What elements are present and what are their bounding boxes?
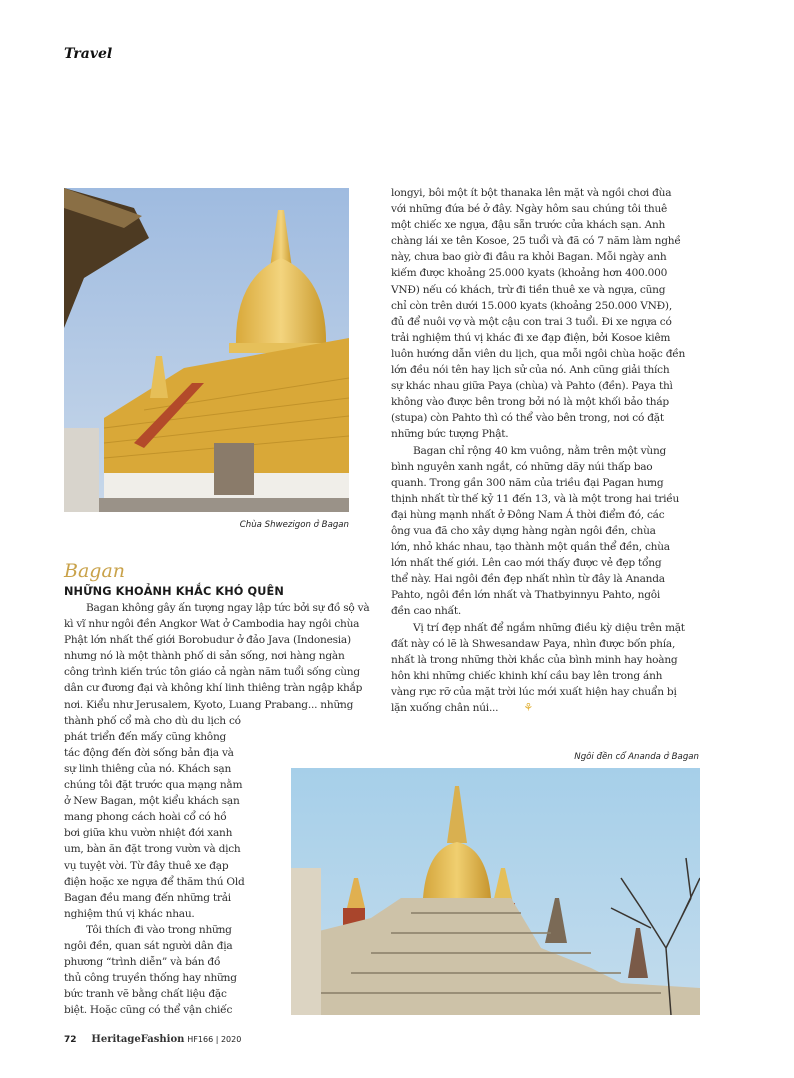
bottom-photo-caption: Ngôi đền cổ Ananda ở Bagan (574, 752, 699, 762)
paragraph: Tôi thích đi vào trong những ngôi đền, quan sát người dân địa phương “trình diễn” và bán đồ thủ công truyền thống hay những bức tranh vẽ bằng chất liệu đặc biệt. Hoặc cũng có thể vận chiếc (64, 923, 237, 1017)
article-title: Bagan (64, 560, 126, 582)
paragraph: Vị trí đẹp nhất để ngắm những điều kỳ diệu trên mặt đất này có lẽ là Shwesandaw Paya, nhìn được bốn phía, nhất là trong những thời khắc của bình minh hay hoàng hôn khi những chiếc khinh khí cầu bay lên trong ánh vàng rực rỡ của mặt trời lúc mới xuất hiện hay chuẩn bị lặn xuống chân núi... ⚘ (391, 620, 711, 717)
temple-image (291, 768, 700, 1015)
issue-info: HF166 | 2020 (187, 1035, 242, 1044)
top-photo-caption: Chùa Shwezigon ở Bagan (239, 520, 349, 530)
paragraph: Bagan không gây ấn tượng ngay lập tức bởi sự đồ sộ và kì vĩ như ngôi đền Angkor Wat ở Cambodia hay ngôi chùa Phật lớn nhất thế giới Borobudur ở đảo Java (Indonesia) nhưng nó là một thành phố di sản sống, nơi hàng ngàn công trình kiến trúc tôn giáo cả ngàn năm tuổi sống cùng dân cư đương đại và không khí linh thiêng tràn ngập khắp nơi. Kiểu như Jerusalem, Kyoto, Luang Prabang... những thành phố cổ mà cho dù du lịch có phát triển đến mấy cũng không tác động đến đời sống bản địa và sự linh thiêng của nó. Khách sạn chúng tôi đặt trước qua mạng nằm ở New Bagan, một kiểu khách sạn mang phong cách hoài cổ có hồ bơi giữa khu vườn nhiệt đới xanh um, bàn ăn đặt trong vườn và dịch vụ tuyệt vời. Từ đây thuê xe đạp điện hoặc xe ngựa để thăm thú Old Bagan đều mang đến những trải nghiệm thú vị khác nhau. (64, 602, 370, 920)
page-number: 72 (64, 1035, 77, 1045)
right-column (391, 185, 711, 716)
golden-stupa-photo (64, 188, 349, 512)
stupa-image (64, 188, 349, 512)
magazine-brand: HeritageFashion (91, 1034, 185, 1045)
lotus-icon: ⚘ (523, 701, 534, 714)
paragraph: Bagan chỉ rộng 40 km vuông, nằm trên một vùng bình nguyên xanh ngắt, có những dãy núi thấp bao quanh. Trong gần 300 năm của triều đại Pagan hưng thịnh nhất từ thế kỷ 11 đến 13, và là một trong hai triều đại hùng mạnh nhất ở Đông Nam Á thời điểm đó, các ông vua đã cho xây dựng hàng ngàn ngôi đền, chùa lớn, nhỏ khác nhau, tạo thành một quần thể đền, chùa lớn nhất thế giới. Lên cao mới thấy được vẻ đẹp tổng thể này. Hai ngôi đền đẹp nhất nhìn từ đây là Ananda Pahto, ngôi đền lớn nhất và Thatbyinnyu Pahto, ngôi đền cao nhất. (391, 444, 680, 618)
section-label: Travel (64, 46, 113, 62)
article-subtitle: NHỮNG KHOẢNH KHẮC KHÓ QUÊN (64, 585, 284, 598)
paragraph: longyi, bôi một ít bột thanaka lên mặt và ngồi chơi đùa với những đứa bé ở đây. Ngày hôm sau chúng tôi thuê một chiếc xe ngựa, đậu sẵn trước cửa khách sạn. Anh chàng lái xe tên Kosoe, 25 tuổi và đã có 7 năm làm nghề này, chưa bao giờ đi đâu ra khỏi Bagan. Mỗi ngày anh kiếm được khoảng 25.000 kyats (khoảng hơn 400.000 VNĐ) nếu có khách, trừ đi tiền thuê xe và ngựa, cũng chỉ còn trên dưới 15.000 kyats (khoảng 250.000 VNĐ), đủ để nuôi vợ và một cậu con trai 3 tuổi. Đi xe ngựa có trải nghiệm thú vị khác đi xe đạp điện, bởi Kosoe kiêm luôn hướng dẫn viên du lịch, qua mỗi ngôi chùa hoặc đền lớn đều nói tên hay lịch sử của nó. Anh cũng giải thích sự khác nhau giữa Paya (chùa) và Pahto (đền). Paya thì không vào được bên trong bởi nó là một khối bảo tháp (stupa) còn Pahto thì có thể vào bên trong, nơi có đặt những bức tượng Phật. (391, 187, 686, 441)
ananda-temple-photo (291, 768, 700, 1015)
page-footer (64, 1034, 241, 1045)
